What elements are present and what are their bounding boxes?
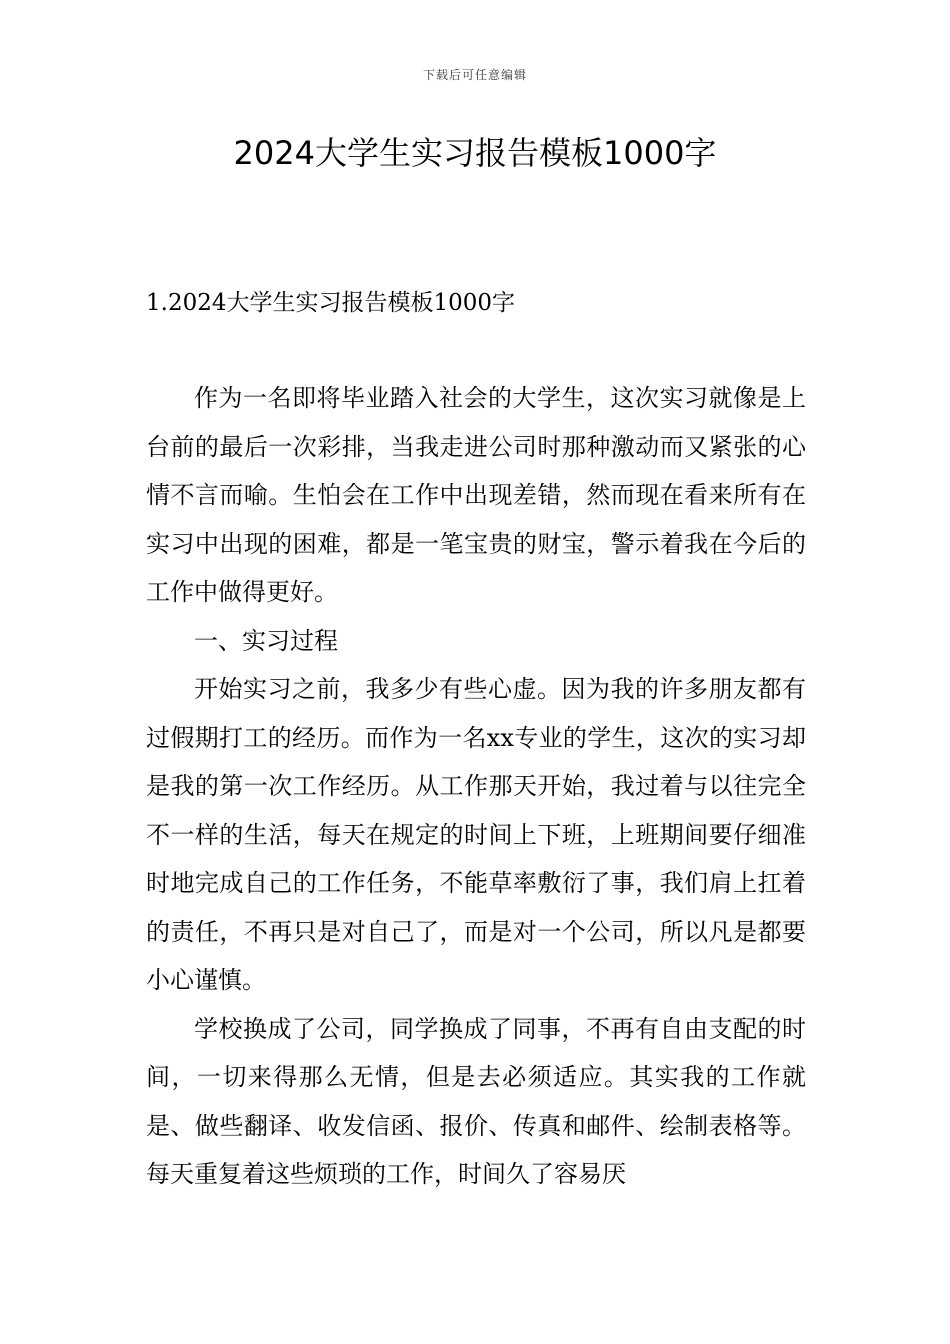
header-note: 下载后可任意编辑 bbox=[422, 68, 527, 82]
paragraph-school-to-company: 学校换成了公司，同学换成了同事，不再有自由支配的时间，一切来得那么无情，但是去必须适应。其实我的工作就是、做些翻译、收发信函、报价、传真和邮件、绘制表格等。每天重复着这些烦琐的工作，时间久了容易厌 bbox=[146, 1014, 806, 1188]
paragraph-intro: 作为一名即将毕业踏入社会的大学生，这次实习就像是上台前的最后一次彩排，当我走进公司时那种激动而又紧张的心情不言而喻。生怕会在工作中出现差错，然而现在看来所有在实习中出现的困难，都是一笔宝贵的财宝，警示着我在今后的工作中做得更好。 bbox=[146, 384, 806, 606]
document-body bbox=[146, 374, 806, 1199]
section-heading: 1.2024大学生实习报告模板1000字 bbox=[146, 290, 516, 316]
subheading-internship-process: 一、实习过程 bbox=[194, 626, 338, 655]
paragraph-before-internship: 开始实习之前，我多少有些心虚。因为我的许多朋友都有过假期打工的经历。而作为一名xx专业的学生，这次的实习却是我的第一次工作经历。从工作那天开始，我过着与以往完全不一样的生活，每天在规定的时间上下班，上班期间要仔细准时地完成自己的工作任务，不能草率敷衍了事，我们肩上扛着的责任，不再只是对自己了，而是对一个公司，所以凡是都要小心谨慎。 bbox=[146, 675, 806, 994]
document-title: 2024大学生实习报告模板1000字 bbox=[233, 134, 717, 172]
